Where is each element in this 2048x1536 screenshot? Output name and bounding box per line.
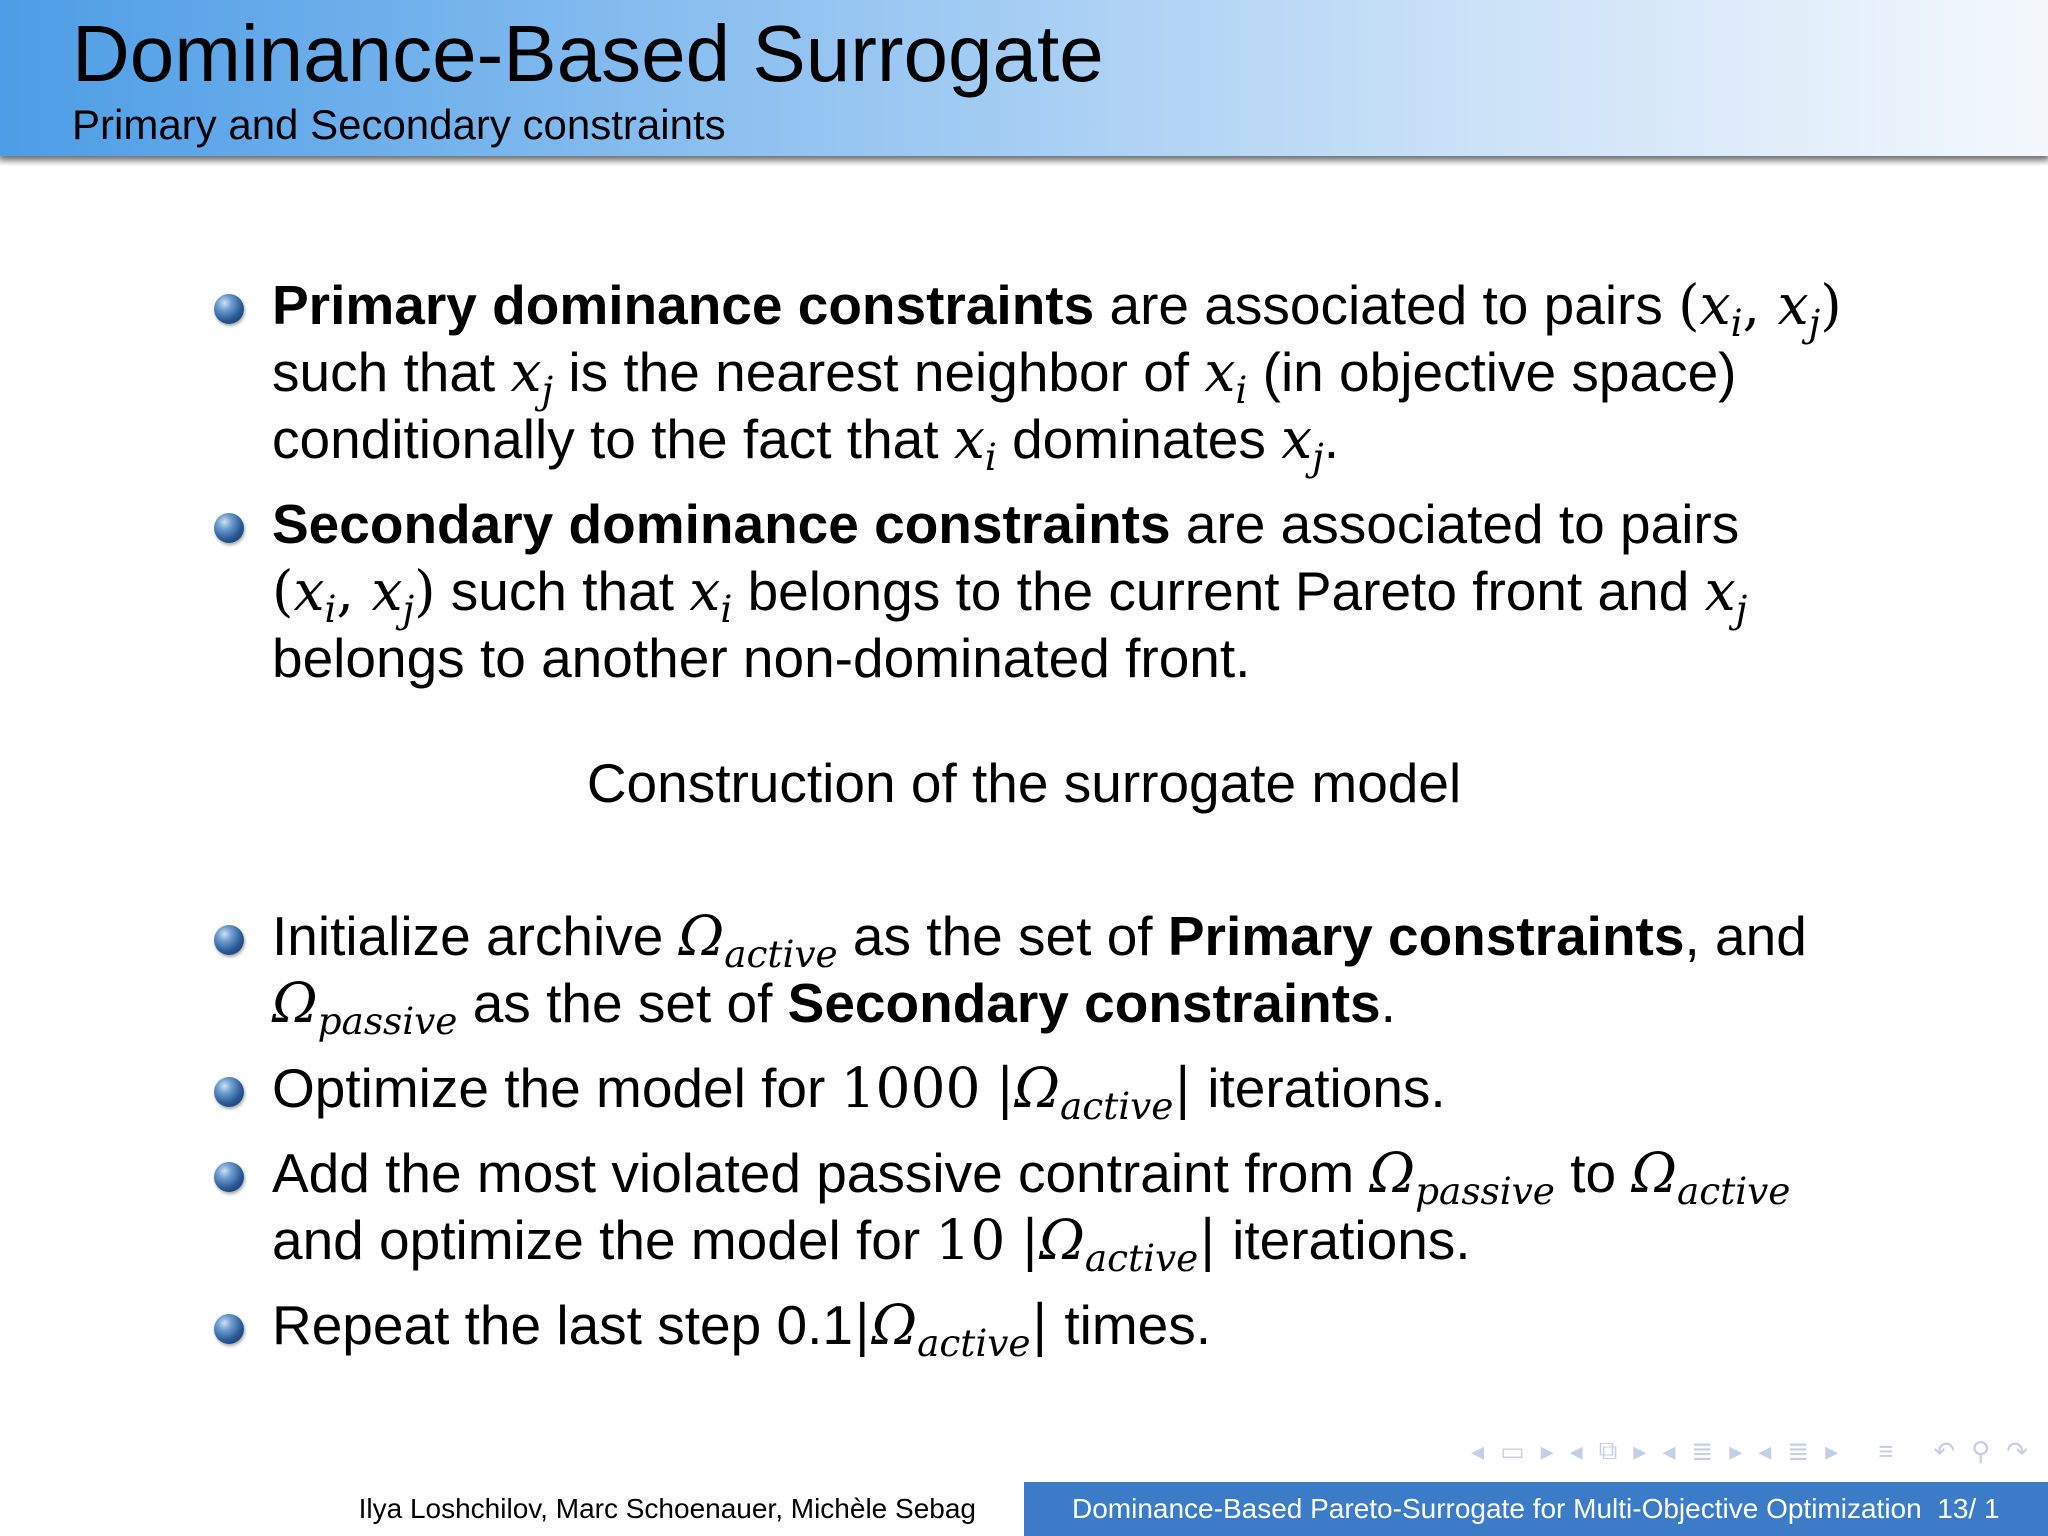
redo-icon[interactable]: ↷ bbox=[2006, 1435, 2028, 1466]
line: $\Omega_{passive}$ as the set of Secondary constraints. bbox=[272, 971, 1396, 1043]
frame-icon[interactable]: ▭ bbox=[1500, 1435, 1525, 1466]
nav-right-arrow-icon[interactable]: ▸ bbox=[1540, 1435, 1554, 1466]
slide-header bbox=[0, 0, 2048, 156]
align-icon[interactable]: ≡ bbox=[1878, 1435, 1894, 1466]
bullet-icon bbox=[214, 1314, 244, 1344]
nav-left-arrow-icon[interactable]: ◂ bbox=[1569, 1435, 1583, 1466]
nav-right-arrow-icon[interactable]: ▸ bbox=[1729, 1435, 1743, 1466]
list-item-secondary bbox=[0, 491, 2048, 692]
dominance-constraints-list bbox=[0, 272, 2048, 692]
section-icon[interactable]: ≣ bbox=[1691, 1435, 1714, 1466]
list-item-optimize bbox=[0, 1055, 2048, 1128]
line: Initialize archive $\Omega_{active}$ as the set of Primary constraints, and bbox=[272, 904, 1807, 976]
subsection-icon[interactable]: ⧉ bbox=[1598, 1435, 1618, 1465]
bullet-icon bbox=[214, 1077, 244, 1107]
bullet-icon bbox=[214, 294, 244, 324]
bullet-icon bbox=[214, 925, 244, 955]
undo-icon[interactable]: ↶ bbox=[1933, 1435, 1956, 1466]
line: such that $x_j$ is the nearest neighbor of $x_i$ (in objective space) bbox=[272, 340, 1737, 412]
list-icon[interactable]: ≣ bbox=[1787, 1435, 1810, 1466]
line: ($x_i$, $x_j$) such that $x_i$ belongs to the current Pareto front and $x_j$ bbox=[272, 559, 1748, 631]
nav-right-arrow-icon[interactable]: ▸ bbox=[1825, 1435, 1839, 1466]
line: Optimize the model for 1000 $|\Omega_{active}|$ iterations. bbox=[272, 1056, 1446, 1128]
line: belongs to another non-dominated front. bbox=[272, 627, 1251, 689]
slide-footer bbox=[0, 1482, 2048, 1536]
line: conditionally to the fact that $x_i$ dominates $x_j$. bbox=[272, 407, 1340, 479]
line: Add the most violated passive contraint from $\Omega_{passive}$ to $\Omega_{active}$ bbox=[272, 1141, 1791, 1213]
slide-title: Dominance-Based Surrogate bbox=[72, 9, 1104, 98]
nav-left-arrow-icon[interactable]: ◂ bbox=[1758, 1435, 1772, 1466]
list-item-repeat bbox=[0, 1292, 2048, 1365]
footer-talk-title: Dominance-Based Pareto-Surrogate for Multi-Objective Optimization bbox=[1072, 1493, 1922, 1524]
list-item-primary bbox=[0, 272, 2048, 479]
line: Primary dominance constraints are associated to pairs ($x_i$, $x_j$) bbox=[272, 273, 1842, 345]
navigation-bar bbox=[1471, 1436, 2028, 1466]
bullet-icon bbox=[214, 513, 244, 543]
footer-talk-info bbox=[1024, 1482, 2048, 1536]
line: Repeat the last step $0.1|\Omega_{active}|$ times. bbox=[272, 1293, 1212, 1365]
search-icon[interactable]: ⚲ bbox=[1971, 1435, 1991, 1466]
line: Secondary dominance constraints are associated to pairs bbox=[272, 493, 1740, 555]
nav-left-arrow-icon[interactable]: ◂ bbox=[1662, 1435, 1676, 1466]
list-item-initialize bbox=[0, 903, 2048, 1043]
footer-authors: Ilya Loshchilov, Marc Schoenauer, Michèle Sebag bbox=[0, 1482, 1024, 1536]
bullet-icon bbox=[214, 1162, 244, 1192]
list-item-add-violated bbox=[0, 1140, 2048, 1280]
footer-page-number: 13/ 1 bbox=[1937, 1493, 2000, 1524]
nav-right-arrow-icon[interactable]: ▸ bbox=[1633, 1435, 1647, 1466]
slide-subtitle: Primary and Secondary constraints bbox=[72, 101, 726, 148]
section-heading: Construction of the surrogate model bbox=[586, 752, 1462, 814]
nav-left-arrow-icon[interactable]: ◂ bbox=[1470, 1435, 1484, 1466]
header-shadow bbox=[0, 156, 2048, 166]
line: and optimize the model for 10 $|\Omega_{active}|$ iterations. bbox=[272, 1208, 1471, 1280]
construction-steps-list bbox=[0, 903, 2048, 1365]
